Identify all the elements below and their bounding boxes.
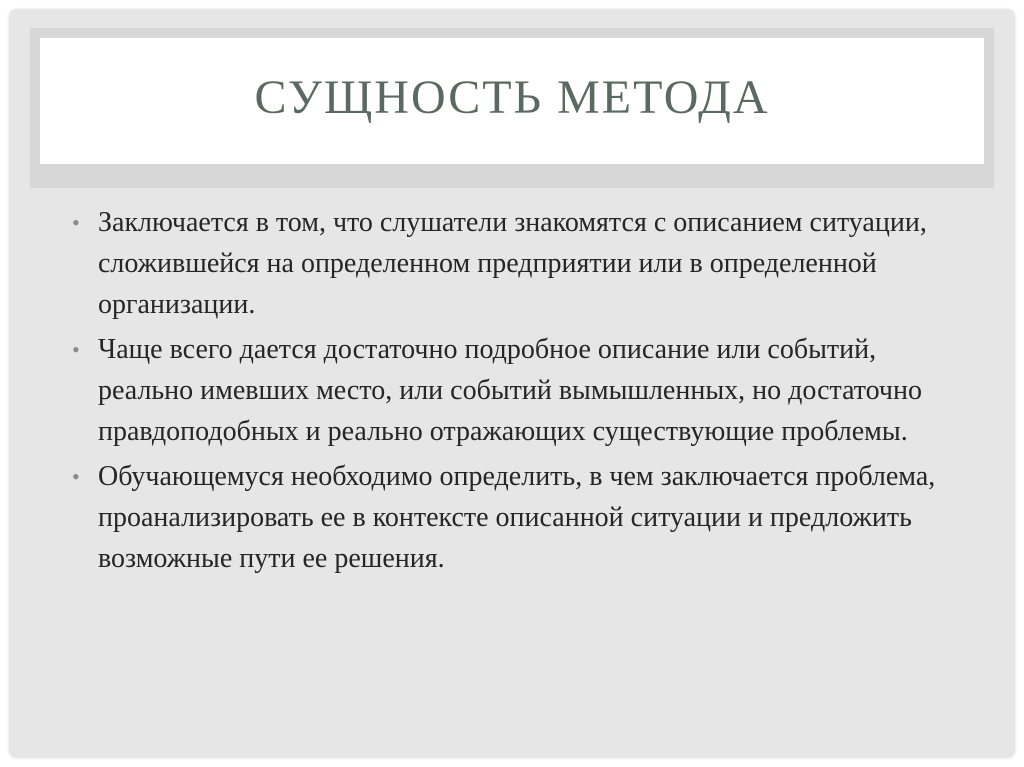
slide-title: СУЩНОСТЬ МЕТОДА <box>254 70 770 124</box>
bullet-text: Заключается в том, что слушатели знакомятся с описанием ситуации, сложившейся на определенном предприятии или в определенной организации. <box>98 207 927 320</box>
bullet-icon: • <box>72 210 80 235</box>
slide <box>10 10 1014 757</box>
bullet-list <box>72 202 972 583</box>
bullet-item <box>72 329 972 452</box>
bullet-item <box>72 456 972 579</box>
bullet-item <box>72 202 972 325</box>
bullet-text: Чаще всего дается достаточно подробное описание или событий, реально имевших место, или событий вымышленных, но достаточно правдоподобных и реально отражающих существующие проблемы. <box>98 334 922 447</box>
title-box <box>40 38 984 164</box>
bullet-icon: • <box>72 464 80 489</box>
title-frame <box>30 28 994 188</box>
bullet-text: Обучающемуся необходимо определить, в чем заключается проблема, проанализировать ее в контексте описанной ситуации и предложить возможные пути ее решения. <box>98 461 936 574</box>
bullet-icon: • <box>72 337 80 362</box>
